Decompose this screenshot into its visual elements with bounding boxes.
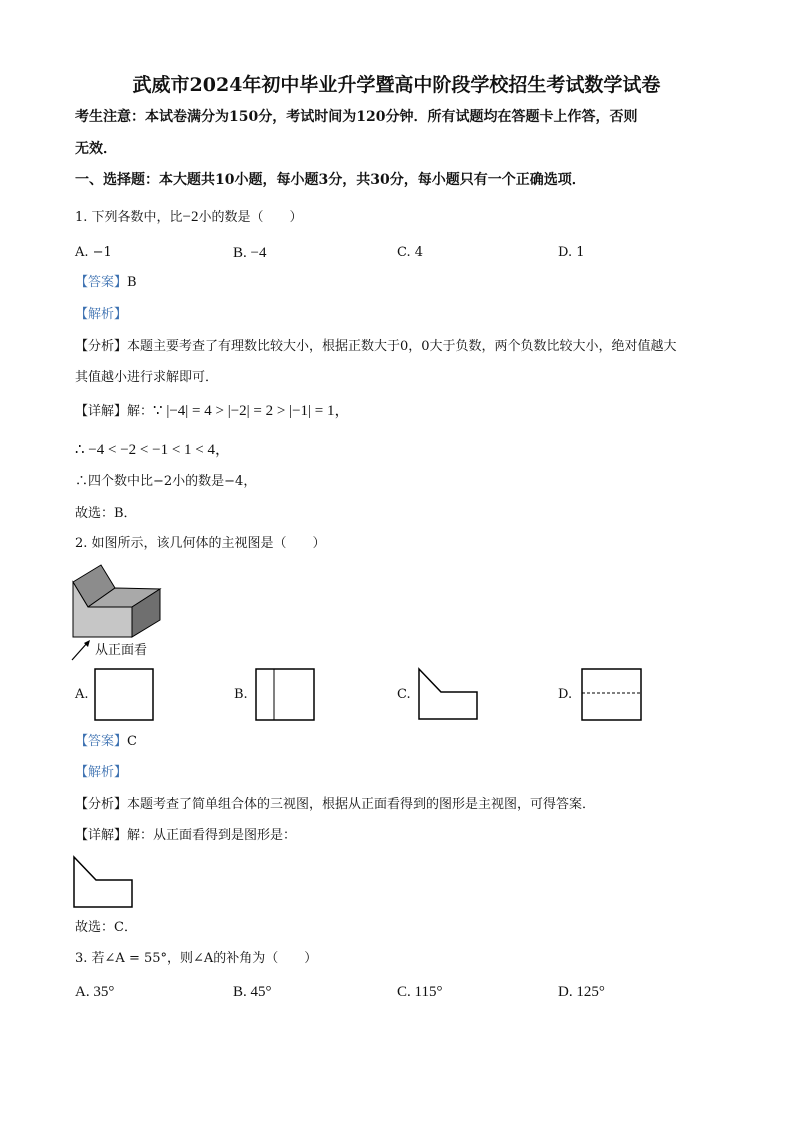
analysis-label: 【分析】 — [75, 339, 128, 354]
q1-jiexi-label: 【解析】 — [75, 307, 128, 322]
q1-option-c: C. 4 — [397, 245, 424, 260]
arrow-icon — [72, 642, 88, 660]
analysis-label: 【分析】 — [75, 797, 128, 812]
analysis-text: 本题主要考查了有理数比较大小，根据正数大于0，0大于负数，两个负数比较大小，绝对值越大 — [127, 339, 677, 354]
q2-jiexi-label: 【解析】 — [75, 765, 128, 780]
q1-option-a: A. −1 — [75, 245, 112, 260]
detail-text: 解：从正面看得到是图形是： — [127, 828, 297, 843]
option-a-shape — [95, 669, 153, 720]
detail-label: 【详解】 — [75, 404, 128, 419]
answer-label: 【答案】 — [75, 275, 128, 290]
detail-label: 【详解】 — [75, 828, 128, 843]
q1-detail-3: ∴四个数中比−2小的数是−4， — [75, 474, 257, 489]
option-c-shape — [419, 669, 477, 719]
q1-option-d: D. 1 — [558, 245, 585, 260]
detail-math: ∵ |−4| = 4 > |−2| = 2 > |−1| = 1， — [153, 403, 350, 419]
answer-label: 【答案】 — [75, 734, 128, 749]
question-2-stem: 2. 如图所示，该几何体的主视图是（ ） — [75, 536, 326, 551]
answer-shape — [74, 857, 132, 907]
q2-option-b: B. — [234, 687, 248, 702]
stem-text: 小的数是（ ） — [198, 210, 303, 225]
q3-option-b: B. 45° — [233, 984, 272, 1000]
page-title: 武威市2024年初中毕业升学暨高中阶段学校招生考试数学试卷 — [132, 74, 661, 96]
analysis-text: 本题考查了简单组合体的三视图，根据从正面看得到的图形是主视图，可得答案． — [127, 797, 596, 812]
q2-detail — [75, 827, 296, 845]
q3-option-d: D. 125° — [558, 984, 605, 1000]
stem-text: 1. 下列各数中，比 — [75, 210, 183, 225]
notice-line-2: 无效． — [75, 141, 117, 157]
section-heading: 一、选择题：本大题共10小题，每小题3分，共30分，每小题只有一个正确选项． — [75, 172, 586, 188]
option-d-shape — [582, 669, 641, 720]
q2-option-c: C. — [397, 687, 411, 702]
q2-conclusion: 故选：C． — [75, 920, 137, 935]
q3-option-a: A. 35° — [75, 984, 115, 1000]
answer-value: B — [127, 275, 137, 290]
q1-analysis-2: 其值越小进行求解即可． — [75, 370, 219, 385]
q3-option-c: C. 115° — [397, 984, 443, 1000]
stem-math: −2 — [182, 209, 199, 225]
q2-answer — [75, 733, 137, 751]
q1-detail-2: ∴ −4 < −2 < −1 < 1 < 4， — [75, 442, 231, 458]
q2-analysis — [75, 796, 595, 814]
q1-option-b: B. −4 — [233, 245, 267, 261]
notice-line-1: 考生注意：本试卷满分为150分，考试时间为120分钟．所有试题均在答题卡上作答，否则 — [75, 109, 638, 125]
q1-conclusion: 故选：B． — [75, 506, 137, 521]
option-b-shape — [256, 669, 314, 720]
q2-option-a: A. — [75, 687, 89, 702]
figure-caption: 从正面看 — [95, 643, 148, 658]
question-3-stem: 3. 若∠A = 55°，则∠A的补角为（ ） — [75, 951, 318, 966]
detail-text: 解： — [127, 404, 154, 419]
answer-value: C — [127, 734, 137, 749]
q2-option-d: D. — [558, 687, 573, 702]
